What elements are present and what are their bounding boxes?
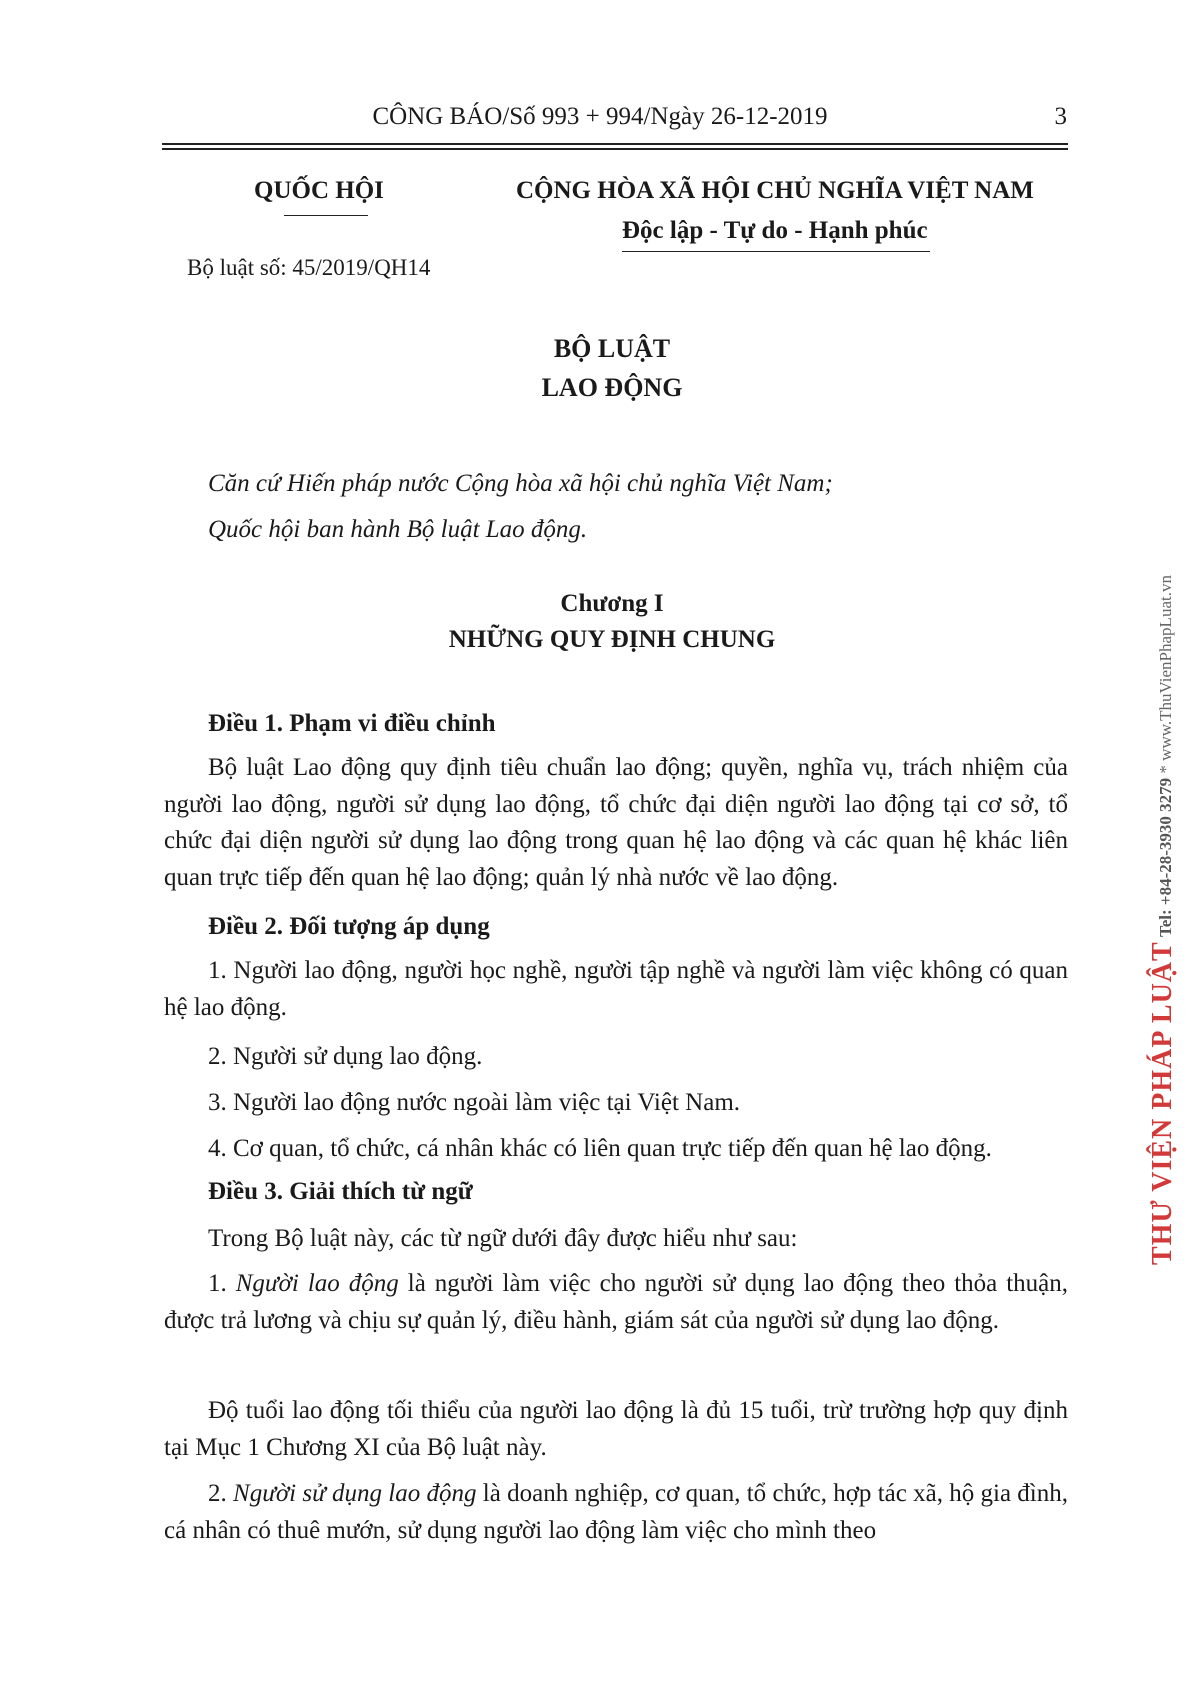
national-motto: Độc lập - Tự do - Hạnh phúc [622,217,928,244]
article2-item4: 4. Cơ quan, tổ chức, cá nhân khác có liên quan trực tiếp đến quan hệ lao động. [208,1135,992,1162]
preamble-line2: Quốc hội ban hành Bộ luật Lao động. [208,516,588,543]
article2-item1: 1. Người lao động, người học nghề, người tập nghề và người làm việc không có quan hệ lao động. [164,957,1068,1021]
article3-definition2 [164,1476,1068,1549]
article2-item3: 3. Người lao động nước ngoài làm việc tại Việt Nam. [208,1089,741,1116]
article1-heading: Điều 1. Phạm vi điều chỉnh [208,710,496,737]
header-rule-top [162,143,1068,145]
watermark-website: www.ThuVienPhapLuat.vn [1156,575,1175,761]
watermark-tel: Tel: +84-28-3930 3279 [1156,777,1175,938]
article2-heading: Điều 2. Đối tượng áp dụng [208,913,490,940]
national-title: CỘNG HÒA XÃ HỘI CHỦ NGHĨA VIỆT NAM [516,177,1034,204]
article3-intro: Trong Bộ luật này, các từ ngữ dưới đây được hiểu như sau: [208,1225,798,1252]
chapter-title: NHỮNG QUY ĐỊNH CHUNG [448,626,776,653]
page-number: 3 [1054,103,1067,130]
preamble-line1: Căn cứ Hiến pháp nước Cộng hòa xã hội chủ nghĩa Việt Nam; [208,470,833,497]
definition1-term: Người lao động [235,1270,399,1297]
document-title-line2: LAO ĐỘNG [541,373,683,402]
document-title-line1: BỘ LUẬT [553,334,671,363]
definition2-body: là doanh nghiệp, cơ quan, tổ chức, hợp tác xã, hộ gia đình, cá nhân có thuê mướn, sử dụng người lao động làm việc cho mình theo [164,1480,1069,1544]
gazette-header: CÔNG BÁO/Số 993 + 994/Ngày 26-12-2019 [372,103,828,130]
side-watermark [1147,575,1179,1265]
definition1-prefix: 1. [208,1270,236,1297]
issuer-underline [284,215,368,216]
article3-heading: Điều 3. Giải thích từ ngữ [208,1178,473,1205]
definition2-prefix: 2. [208,1480,234,1507]
motto-underline [622,251,930,252]
chapter-number: Chương I [560,590,664,617]
document-number: Bộ luật số: 45/2019/QH14 [187,255,431,280]
definition2-term: Người sử dụng lao động [233,1480,477,1507]
definition1-body: là người làm việc cho người sử dụng lao động theo thỏa thuận, được trả lương và chịu sự quản lý, điều hành, giám sát của người sử dụng lao động. [164,1270,1069,1334]
header-rule-bottom [162,148,1068,150]
watermark-separator: * [1156,760,1175,778]
issuer-name: QUỐC HỘI [254,177,384,204]
watermark-brand: THƯ VIỆN PHÁP LUẬT [1147,941,1178,1265]
article3-age-provision: Độ tuổi lao động tối thiểu của người lao động là đủ 15 tuổi, trừ trường hợp quy định tại Mục 1 Chương XI của Bộ luật này. [164,1397,1068,1461]
article1-body: Bộ luật Lao động quy định tiêu chuẩn lao động; quyền, nghĩa vụ, trách nhiệm của người lao động, người sử dụng lao động, tổ chức đại diện người lao động tại cơ sở, tổ chức đại diện người sử dụng lao động trong quan hệ lao động và các quan hệ khác liên quan trực tiếp đến quan hệ lao động; quản lý nhà nước về lao động. [164,754,1068,891]
article2-item2: 2. Người sử dụng lao động. [208,1043,483,1070]
article3-definition1 [164,1266,1068,1339]
